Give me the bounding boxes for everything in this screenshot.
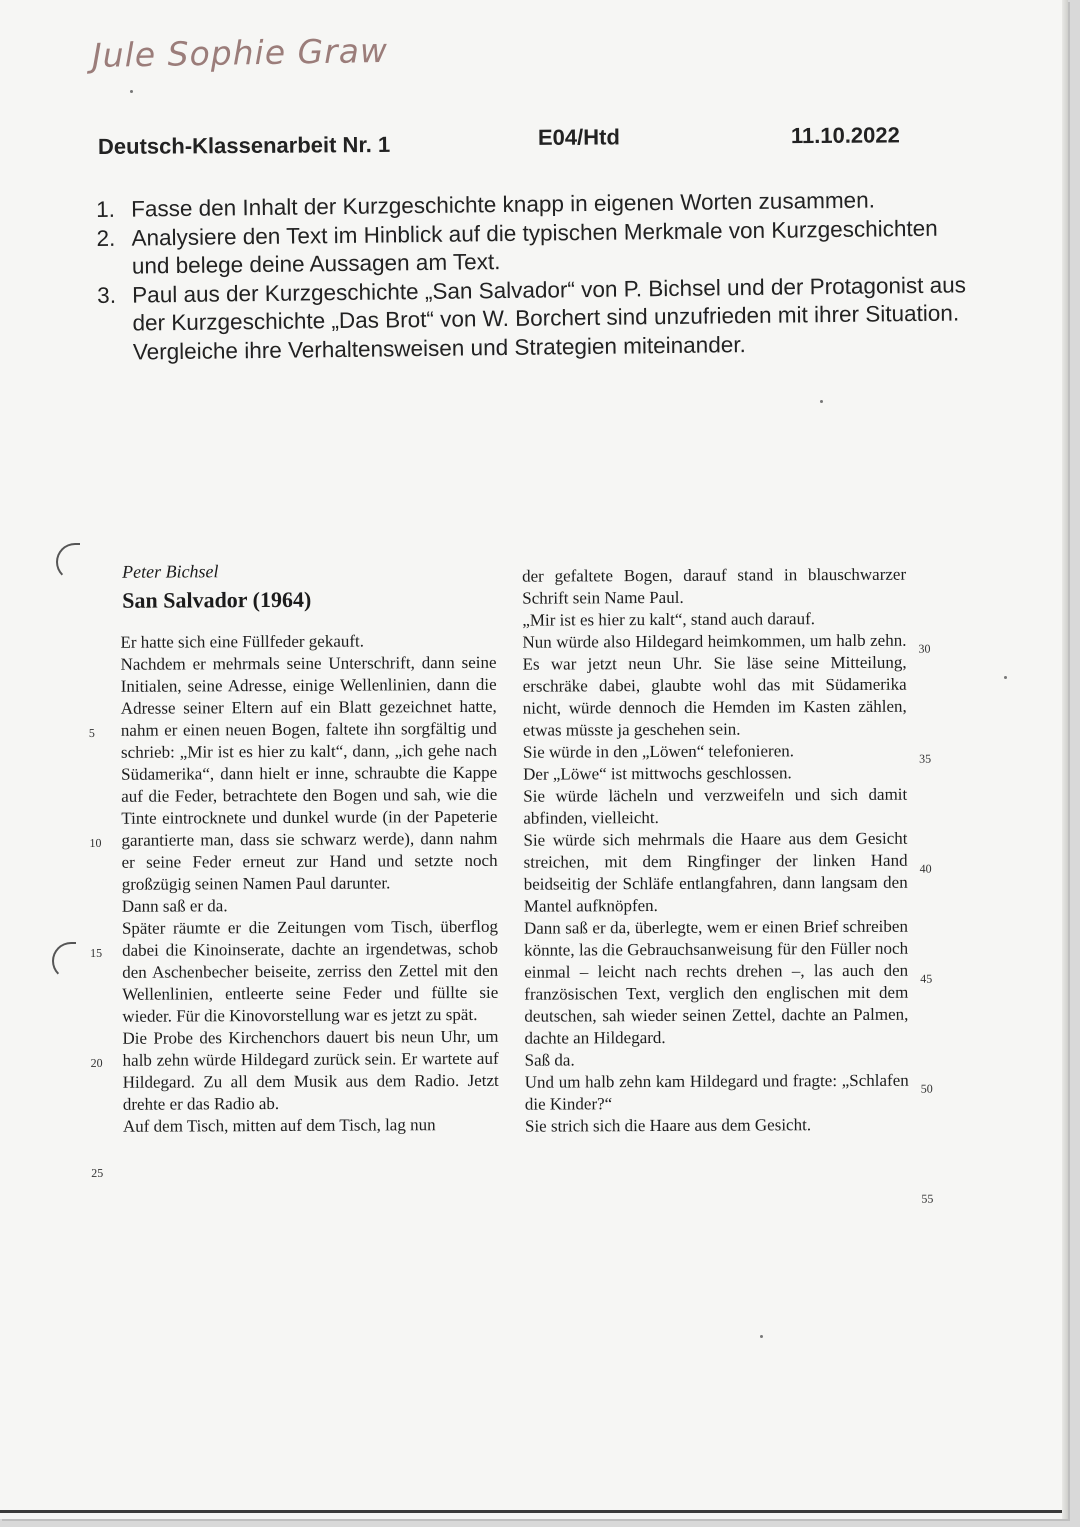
story-paragraph: Später räumte er die Zeitungen vom Tisch, überflog dabei die Kinoinserate, dachte an irgendetwas, schob den Aschenbecher beiseite, zerriss den Zettel mit den Wellenlinien, entleerte seine Feder und füllte sie wieder. Für die Kinovorstellung war es jetzt zu spät. xyxy=(121,916,499,1026)
task-number: 3. xyxy=(97,282,117,308)
story-column-left xyxy=(120,630,499,1138)
paper-speck xyxy=(820,400,823,403)
line-number: 45 xyxy=(920,971,933,986)
story-paragraph: Sie würde sich mehrmals die Haare aus dem Gesicht streichen, mit dem Ringfinger der linken Hand beidseitig der Schläfe entlangfahren, dann langsam den Mantel aufknöpfen. xyxy=(523,828,908,916)
task-item xyxy=(96,214,967,282)
line-number: 5 xyxy=(88,725,95,740)
task-text: Analysiere den Text im Hinblick auf die typischen Merkmale von Kurzgeschichten und belege deine Aussagen am Text. xyxy=(131,215,938,279)
page-bottom-edge xyxy=(0,1510,1068,1513)
story-paragraph: Auf dem Tisch, mitten auf dem Tisch, lag nun xyxy=(122,1115,436,1136)
story-column-right xyxy=(522,564,909,1138)
line-number: 55 xyxy=(921,1191,934,1206)
pencil-bracket-mark xyxy=(52,942,76,980)
story-paragraph: Dann saß er da. xyxy=(121,896,228,916)
story-paragraph: der gefaltete Bogen, darauf stand in blauschwarzer Schrift sein Name Paul. xyxy=(522,564,907,608)
line-number: 15 xyxy=(90,945,103,960)
task-text: Fasse den Inhalt der Kurzgeschichte knapp in eigenen Worten zusammen. xyxy=(131,187,876,222)
task-text: Paul aus der Kurzgeschichte „San Salvador“ von P. Bichsel und der Protagonist aus der Kurzgeschichte „Das Brot“ von W. Borchert sind unzufrieden mit ihrer Situation. Vergleiche ihre Verhaltensweisen und Strategien miteinander. xyxy=(132,271,967,365)
student-name-handwriting: Jule Sophie Graw xyxy=(91,30,389,75)
story-paragraph: Sie würde lächeln und verzweifeln und sich damit abfinden, vielleicht. xyxy=(523,784,908,828)
story-paragraph: Sie würde in den „Löwen“ telefonieren. xyxy=(522,741,795,762)
task-number: 2. xyxy=(96,225,116,251)
exam-title: Deutsch-Klassenarbeit Nr. 1 xyxy=(97,131,391,159)
paper-speck xyxy=(760,1335,763,1338)
story-paragraph: Und um halb zehn kam Hildegard und fragte: „Schlafen die Kinder?“ xyxy=(524,1070,909,1114)
story-paragraph: Nachdem er mehrmals seine Unterschrift, dann seine Initialen, seine Adresse, einige Wellenlinien, dann die Adresse seiner Eltern auf ein Blatt gezeichnet hatte, nahm er einen neuen Bogen, faltete ihn sorgfältig und schrieb: „Mir ist es hier zu kalt“, dann, „ich gehe nach Südamerika“, dann hielt er inne, schraubte die Kappe auf die Feder, betrachtete den Bogen und sah, wie die Tinte eintrocknete und dunkel wurde (in der Papeterie garantierte man, dass sie schwarz werde), dann nahm er seine Feder erneut zur Hand und setzte noch großzügig seinen Namen Paul darunter. xyxy=(120,652,498,894)
story-paragraph: Nun würde also Hildegard heimkommen, um halb zehn. Es war jetzt neun Uhr. Sie läse seine Mitteilung, erschräke dabei, glaubte wohl das mit Südamerika nicht, würde dennoch die Hemden im Kasten zählen, etwas müsste ja geschehen sein. xyxy=(522,630,907,740)
story-paragraph: Dann saß er da, überlegte, wem er einen Brief schreiben könnte, las die Gebrauchsanweisung für den Füller noch einmal – leicht nach rechts drehen –, las auch den französischen Text, verglich den englischen mit dem deutschen, sah wieder seinen Zettel, dachte an Palmen, dachte an Hildegard. xyxy=(523,916,909,1048)
task-number: 1. xyxy=(96,196,116,222)
line-number: 25 xyxy=(91,1165,104,1180)
line-number: 30 xyxy=(918,641,931,656)
exam-date: 11.10.2022 xyxy=(790,122,900,149)
line-number: 10 xyxy=(89,835,102,850)
story-paragraph: Er hatte sich eine Füllfeder gekauft. xyxy=(120,631,365,652)
story-author: Peter Bichsel xyxy=(122,561,219,582)
story-paragraph: Sie strich sich die Haare aus dem Gesicht. xyxy=(524,1115,812,1136)
class-code: E04/Htd xyxy=(537,124,620,150)
line-number: 40 xyxy=(919,861,932,876)
line-number: 35 xyxy=(919,751,932,766)
story-title: San Salvador (1964) xyxy=(122,586,312,613)
pencil-bracket-mark xyxy=(56,543,80,581)
story-paragraph: Die Probe des Kirchenchors dauert bis neun Uhr, um halb zehn würde Hildegard zurück sein. Er wartete auf Hildegard. Zu all dem Musik aus dem Radio. Jetzt drehte er das Radio ab. xyxy=(122,1026,499,1114)
story-paragraph: Saß da. xyxy=(524,1050,575,1070)
paper-speck xyxy=(130,90,133,93)
story-paragraph: Der „Löwe“ ist mittwochs geschlossen. xyxy=(523,763,792,784)
task-list xyxy=(96,185,968,367)
paper-speck xyxy=(1004,676,1007,679)
story-paragraph: „Mir ist es hier zu kalt“, stand auch darauf. xyxy=(522,609,816,630)
exam-header xyxy=(98,122,918,168)
line-number: 50 xyxy=(920,1081,933,1096)
task-item xyxy=(97,271,968,367)
story-text xyxy=(80,555,953,1230)
line-number: 20 xyxy=(90,1055,103,1070)
